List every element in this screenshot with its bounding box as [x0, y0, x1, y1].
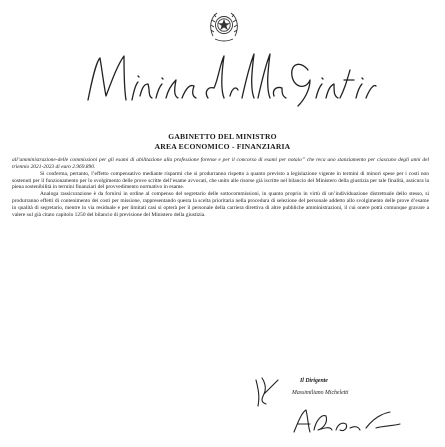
letter-body — [12, 157, 429, 219]
office-name: GABINETTO DEL MINISTRO — [168, 132, 277, 141]
paragraph-2: Si conferma, pertanto, l’effetto compensativo mediante risparmi che si produrranno rispetto a quanto previsto a legislazione vigente in termini di minori spese per i costi non sostenuti per il funzionamento per lo svolgimento delle prove scritte dell’esame avvocati, che unito alle risorse già iscritte nel bilancio del Ministero della giustizia per tale finalità, assicura la piena sostenibilità in termini finanziari del provvedimento normativo in esame. — [12, 170, 429, 191]
signatory-title: Il Dirigente — [300, 378, 328, 384]
initial-mark-icon — [252, 376, 282, 408]
paragraph-1: all’amministrazione-delle commissioni per gli esami di abilitazione alla professione forense e per il concorso di esami per notaio” che reca uno stanziamento per ciascuno degli anni del triennio 2021-2023 di euro 2.969.890. — [12, 157, 429, 170]
ministry-calligraphic-heading — [78, 40, 378, 110]
signatory-name: Massimiliano Micheletti — [292, 390, 349, 396]
office-department: AREA ECONOMICO - FINANZIARIA — [154, 142, 291, 151]
paragraph-3: Analoga rassicurazione è da fornirsi in ordine al compenso del segretario delle sottocommissioni, in quanto proprio in virtù di un’individuazione distrettuale dello stesso, si produrranno effetti di contenimento dei costi per missione, rappresentando questa la scelta prioritaria nella procedura di selezione del personale addetto allo svolgimento delle prove d’esame in qualità di segretario, mentre in via residuale e per limitati casi si opterà per il personale della carriera direttiva di altre pubbliche amministrazioni, il cui onere potrà comunque gravare a valere sul già citato capitolo 1250 del bilancio di previsione del Ministero della giustizia. — [12, 191, 429, 218]
handwritten-signature-icon — [288, 402, 408, 440]
